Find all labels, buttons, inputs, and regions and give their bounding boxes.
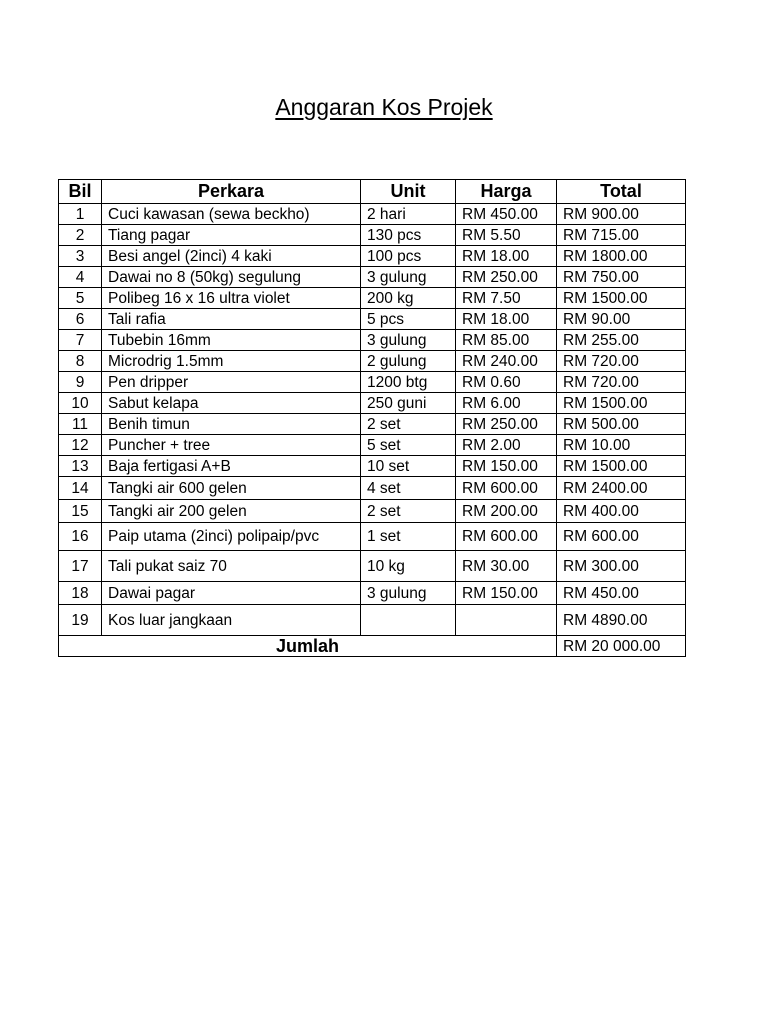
table-row: [59, 435, 686, 456]
table-row: [59, 267, 686, 288]
cell-bil: 18: [59, 582, 102, 605]
cell-unit: 5 pcs: [361, 309, 456, 330]
cell-perkara: Baja fertigasi A+B: [102, 456, 361, 477]
table-row: [59, 225, 686, 246]
cell-bil: 5: [59, 288, 102, 309]
cell-unit: 250 guni: [361, 393, 456, 414]
cell-unit: 2 set: [361, 414, 456, 435]
cell-harga: RM 18.00: [456, 246, 557, 267]
jumlah-row: [59, 636, 686, 657]
cell-total: RM 255.00: [557, 330, 686, 351]
cell-perkara: Sabut kelapa: [102, 393, 361, 414]
cell-total: RM 1500.00: [557, 393, 686, 414]
table-row: [59, 551, 686, 582]
cell-harga: RM 0.60: [456, 372, 557, 393]
cell-harga: RM 450.00: [456, 204, 557, 225]
cell-bil: 6: [59, 309, 102, 330]
cell-unit: 3 gulung: [361, 330, 456, 351]
cell-harga: RM 5.50: [456, 225, 557, 246]
cell-bil: 19: [59, 605, 102, 636]
cell-perkara: Benih timun: [102, 414, 361, 435]
cell-perkara: Tiang pagar: [102, 225, 361, 246]
cell-total: RM 90.00: [557, 309, 686, 330]
cell-unit: 10 kg: [361, 551, 456, 582]
cell-total: RM 500.00: [557, 414, 686, 435]
table-header-row: [59, 180, 686, 204]
cell-bil: 15: [59, 500, 102, 523]
header-perkara: Perkara: [102, 180, 361, 204]
cell-perkara: Puncher + tree: [102, 435, 361, 456]
cell-total: RM 715.00: [557, 225, 686, 246]
cell-total: RM 720.00: [557, 372, 686, 393]
cell-total: RM 900.00: [557, 204, 686, 225]
table-row: [59, 351, 686, 372]
cell-unit: 4 set: [361, 477, 456, 500]
cell-unit: 130 pcs: [361, 225, 456, 246]
cell-bil: 3: [59, 246, 102, 267]
cell-perkara: Tubebin 16mm: [102, 330, 361, 351]
cell-bil: 2: [59, 225, 102, 246]
cell-unit: 5 set: [361, 435, 456, 456]
cell-harga: RM 250.00: [456, 414, 557, 435]
cell-harga: RM 30.00: [456, 551, 557, 582]
table-row: [59, 523, 686, 551]
cell-perkara: Pen dripper: [102, 372, 361, 393]
cell-bil: 7: [59, 330, 102, 351]
cell-unit: 2 gulung: [361, 351, 456, 372]
cell-unit: [361, 605, 456, 636]
cell-harga: RM 200.00: [456, 500, 557, 523]
header-total: Total: [557, 180, 686, 204]
cell-bil: 14: [59, 477, 102, 500]
table-row: [59, 330, 686, 351]
cell-total: RM 600.00: [557, 523, 686, 551]
cell-bil: 17: [59, 551, 102, 582]
cost-table: [58, 179, 686, 657]
table-row: [59, 500, 686, 523]
cell-harga: RM 250.00: [456, 267, 557, 288]
cell-total: RM 1500.00: [557, 456, 686, 477]
header-unit: Unit: [361, 180, 456, 204]
cell-unit: 200 kg: [361, 288, 456, 309]
cell-perkara: Tangki air 600 gelen: [102, 477, 361, 500]
cell-harga: RM 6.00: [456, 393, 557, 414]
cell-bil: 12: [59, 435, 102, 456]
cell-harga: RM 7.50: [456, 288, 557, 309]
cell-unit: 10 set: [361, 456, 456, 477]
cell-total: RM 2400.00: [557, 477, 686, 500]
cell-total: RM 450.00: [557, 582, 686, 605]
table-row: [59, 605, 686, 636]
table-row: [59, 477, 686, 500]
cell-perkara: Tali rafia: [102, 309, 361, 330]
cell-harga: [456, 605, 557, 636]
cell-bil: 8: [59, 351, 102, 372]
jumlah-label: Jumlah: [59, 636, 557, 657]
cell-harga: RM 600.00: [456, 477, 557, 500]
table-body: [59, 204, 686, 636]
cell-perkara: Polibeg 16 x 16 ultra violet: [102, 288, 361, 309]
table-row: [59, 246, 686, 267]
cell-harga: RM 600.00: [456, 523, 557, 551]
cell-bil: 4: [59, 267, 102, 288]
header-bil: Bil: [59, 180, 102, 204]
cell-harga: RM 18.00: [456, 309, 557, 330]
table-row: [59, 414, 686, 435]
cell-unit: 3 gulung: [361, 267, 456, 288]
cell-unit: 1200 btg: [361, 372, 456, 393]
table-row: [59, 204, 686, 225]
cell-unit: 3 gulung: [361, 582, 456, 605]
cell-total: RM 400.00: [557, 500, 686, 523]
table-row: [59, 582, 686, 605]
cell-total: RM 1500.00: [557, 288, 686, 309]
cell-perkara: Microdrig 1.5mm: [102, 351, 361, 372]
table-row: [59, 456, 686, 477]
document-title: Anggaran Kos Projek: [275, 94, 493, 120]
cell-bil: 10: [59, 393, 102, 414]
cell-total: RM 300.00: [557, 551, 686, 582]
cell-perkara: Paip utama (2inci) polipaip/pvc: [102, 523, 361, 551]
cell-perkara: Tangki air 200 gelen: [102, 500, 361, 523]
table-row: [59, 309, 686, 330]
cell-perkara: Kos luar jangkaan: [102, 605, 361, 636]
cell-harga: RM 85.00: [456, 330, 557, 351]
cell-harga: RM 150.00: [456, 456, 557, 477]
cell-perkara: Dawai pagar: [102, 582, 361, 605]
cell-unit: 2 set: [361, 500, 456, 523]
cell-total: RM 4890.00: [557, 605, 686, 636]
cell-harga: RM 2.00: [456, 435, 557, 456]
cell-unit: 100 pcs: [361, 246, 456, 267]
cell-bil: 11: [59, 414, 102, 435]
cell-harga: RM 150.00: [456, 582, 557, 605]
cell-bil: 9: [59, 372, 102, 393]
cell-unit: 1 set: [361, 523, 456, 551]
jumlah-total: RM 20 000.00: [557, 636, 686, 657]
cell-perkara: Dawai no 8 (50kg) segulung: [102, 267, 361, 288]
cell-harga: RM 240.00: [456, 351, 557, 372]
table-row: [59, 393, 686, 414]
cell-perkara: Cuci kawasan (sewa beckho): [102, 204, 361, 225]
cell-total: RM 1800.00: [557, 246, 686, 267]
cell-perkara: Besi angel (2inci) 4 kaki: [102, 246, 361, 267]
table-row: [59, 288, 686, 309]
cell-bil: 1: [59, 204, 102, 225]
cell-total: RM 720.00: [557, 351, 686, 372]
cell-bil: 16: [59, 523, 102, 551]
cell-bil: 13: [59, 456, 102, 477]
table-row: [59, 372, 686, 393]
cell-perkara: Tali pukat saiz 70: [102, 551, 361, 582]
cell-total: RM 10.00: [557, 435, 686, 456]
cell-unit: 2 hari: [361, 204, 456, 225]
header-harga: Harga: [456, 180, 557, 204]
cell-total: RM 750.00: [557, 267, 686, 288]
